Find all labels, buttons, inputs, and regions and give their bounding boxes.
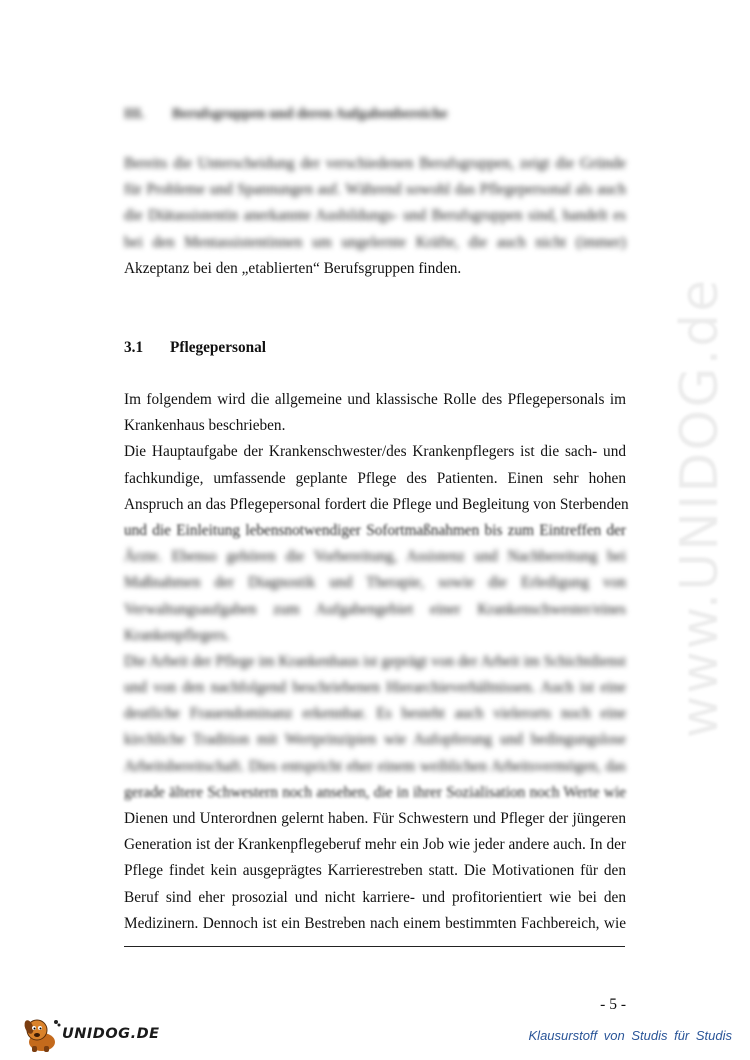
paragraph-line: Medizinern. Dennoch ist ein Bestreben nach einem bestimmten Fachbereich, wie: [124, 914, 626, 932]
paragraph-line: für Probleme und Spannungen auf. Während sowohl das Pflegepersonal als auch: [124, 181, 626, 199]
paragraph-line: deutliche Frauendominanz erkennbar. Es besteht auch vielerorts noch eine: [124, 705, 626, 723]
paragraph-line: Generation ist der Krankenpflegeberuf mehr ein Job wie jeder andere auch. In der: [124, 836, 626, 854]
chapter-heading: [124, 106, 624, 123]
paragraph-line: fachkundige, umfassende geplante Pflege des Patienten. Einen sehr hohen: [124, 469, 626, 487]
section-title: Pflegepersonal: [170, 339, 267, 356]
paragraph-line: Maßnahmen der Diagnostik und Therapie, sowie die Erledigung von: [124, 574, 626, 592]
paragraph-line: kirchliche Tradition mit Wertprinzipien wie Aufopferung und bedingungslose: [124, 731, 626, 749]
section-number: 3.1: [124, 339, 144, 356]
paragraph-line: Die Hauptaufgabe der Krankenschwester/des Krankenpflegers ist die sach- und: [124, 443, 626, 461]
body-paragraph: [124, 387, 629, 937]
paragraph-line: Die Arbeit der Pflege im Krankenhaus ist geprägt von der Arbeit im Schichtdienst: [124, 652, 626, 670]
section-heading: [124, 339, 266, 357]
paragraph-line: Krankenpflegers.: [124, 626, 230, 644]
footnote-divider: [124, 946, 625, 947]
paragraph-line: Anspruch an das Pflegepersonal fordert die Pflege und Begleitung von Sterbenden: [124, 495, 629, 513]
paragraph-line: bei den Mentassistentinnen um ungelernte Kräfte, die auch nicht (immer): [124, 233, 626, 251]
unidog-logo: [22, 1016, 160, 1054]
paragraph-line: Krankenhaus beschrieben.: [124, 417, 286, 435]
logo-wordmark: UNIDOG.DE: [62, 1026, 160, 1042]
paragraph-line: Dienen und Unterordnen gelernt haben. Für Schwestern und Pfleger der jüngeren: [124, 810, 626, 827]
paragraph-line: gerade ältere Schwestern noch ansehen, die in ihrer Sozialisation noch Werte wie: [124, 783, 626, 801]
intro-paragraph: [124, 151, 626, 282]
paragraph-line: Pflege findet kein ausgeprägtes Karrierestreben statt. Die Motivationen für den: [124, 862, 626, 880]
paragraph-line: Beruf sind eher prosozial und nicht karriere- und profitorientiert wie bei den: [124, 888, 626, 906]
paragraph-line: Akzeptanz bei den „etablierten“ Berufsgruppen finden.: [124, 259, 462, 277]
paragraph-line: und die Einleitung lebensnotwendiger Sofortmaßnahmen bis zum Eintreffen der: [124, 521, 626, 539]
chapter-number: III.: [124, 106, 145, 122]
paragraph-line: Ärzte. Ebenso gehören die Vorbereitung, Assistenz und Nachbereitung bei: [124, 548, 626, 566]
footer-tagline: Klausurstoff von Studis für Studis: [528, 1028, 732, 1043]
paragraph-line: Verwaltungsaufgaben zum Aufgabengebiet einer Krankenschwester/eines: [124, 600, 626, 618]
paragraph-line: Bereits die Unterscheidung der verschiedenen Berufsgruppen, zeigt die Gründe: [124, 155, 626, 172]
chapter-title: Berufsgruppen und deren Aufgabenbereiche: [172, 106, 448, 122]
paragraph-line: die Diätassistentin anerkannte Ausbildungs- und Berufsgruppen sind, handelt es: [124, 207, 626, 225]
paragraph-line: Im folgendem wird die allgemeine und klassische Rolle des Pflegepersonals im: [124, 391, 626, 408]
page-number: - 5 -: [600, 996, 626, 1013]
dog-mascot-icon: [22, 1016, 62, 1054]
paragraph-line: und von den nachfolgend beschriebenen Hierarchieverhältnissen. Auch ist eine: [124, 679, 626, 697]
watermark: www.UNIDOG.de: [670, 277, 730, 739]
paragraph-line: Arbeitsbereitschaft. Dies entspricht eher einem weiblichen Arbeitsvermögen, das: [124, 757, 626, 775]
